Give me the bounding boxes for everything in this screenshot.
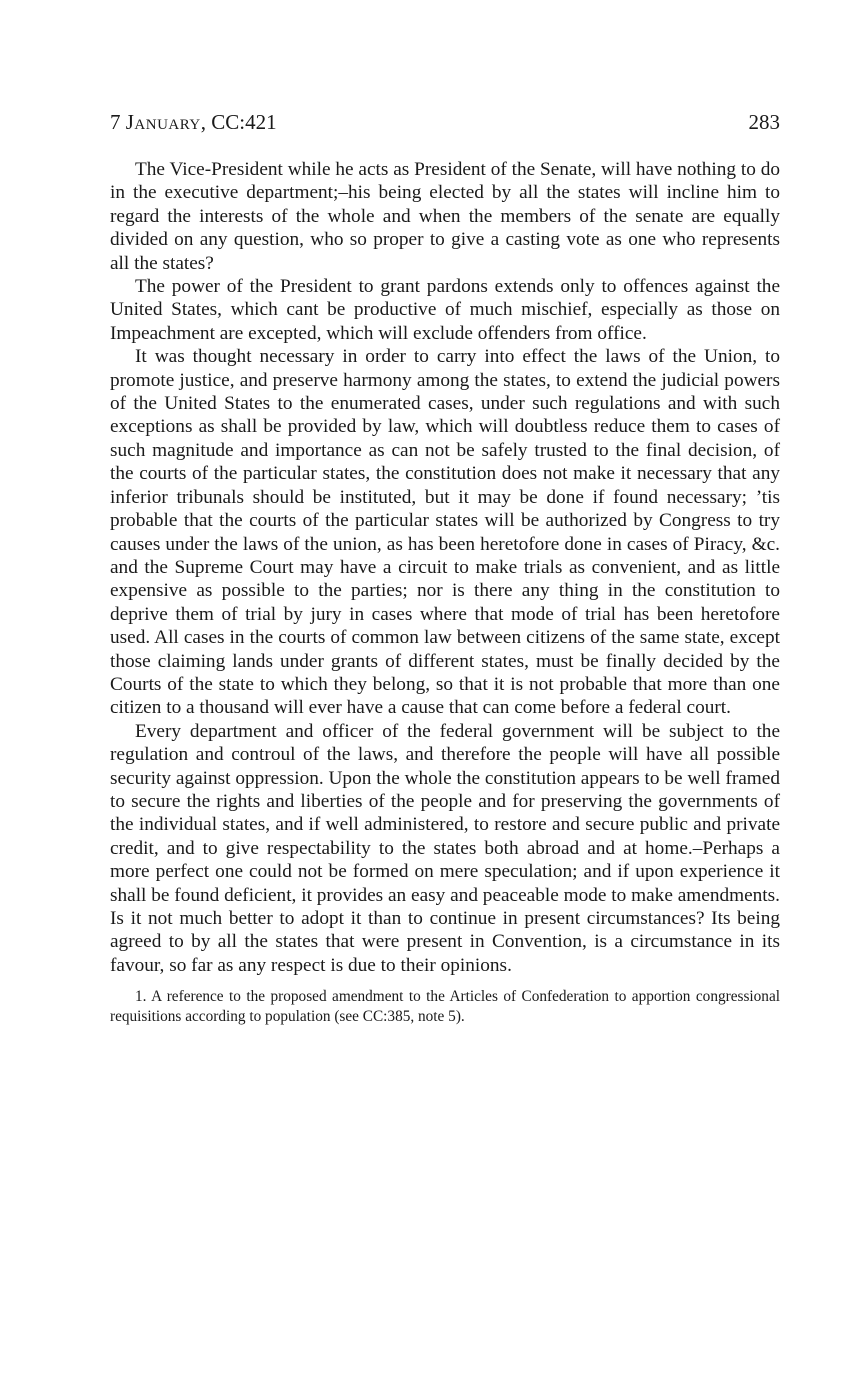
- document-page: [110, 108, 780, 1043]
- paragraph: It was thought necessary in order to carry into effect the laws of the Union, to promote justice, and preserve harmony among the states, to extend the judicial powers of the United States to the enumerated cases, under such regulations and with such exceptions as shall be provided by law, which will doubtless reduce them to cases of such magnitude and importance as can not be safely trusted to the final decision, of the courts of the particular states, the constitution does not make it necessary that any inferior tribunals should be instituted, but it may be done if found necessary; ’tis probable that the courts of the particular states will be authorized by Congress to try causes under the laws of the union, as has been heretofore done in cases of Piracy, &c. and the Supreme Court may have a circuit to make trials as convenient, and as little expensive as possible to the parties; nor is there any thing in the constitution to deprive them of trial by jury in cases where that mode of trial has been heretofore used. All cases in the courts of common law between citizens of the same state, except those claiming lands under grants of different states, must be finally decided by the Courts of the state to which they belong, so that it is not probable that more than one citizen to a thousand will ever have a cause that can come before a federal court.: [110, 346, 780, 719]
- paragraph: The power of the President to grant pardons extends only to offences against the United States, which cant be productive of much mischief, especially as those on Impeachment are excepted, which will exclude offenders from office.: [110, 276, 780, 344]
- paragraph: Every department and officer of the federal government will be subject to the regulation and controul of the laws, and therefore the people will have all possible security against oppression. Upon the whole the constitution appears to be well framed to secure the rights and liberties of the people and for preserving the governments of the individual states, and if well administered, to restore and secure public and private credit, and to give respectability to the states both abroad and at home.–Perhaps a more perfect one could not be formed on mere speculation; and if upon experience it shall be found deficient, it provides an easy and peaceable mode to make amendments. Is it not much better to adopt it than to continue in present circumstances? Its being agreed to by all the states that were present in Convention, is a circumstance in its favour, so far as any respect is due to their opinions.: [110, 720, 780, 976]
- date-month: January: [125, 110, 201, 134]
- running-head: [110, 108, 780, 136]
- document-reference: , CC:421: [200, 110, 277, 134]
- paragraph: The Vice-President while he acts as President of the Senate, will have nothing to do in the executive department;–his being elected by all the states will incline him to regard the interests of the whole and when the members of the senate are equally divided on any question, who so proper to give a casting vote as one who represents all the states?: [110, 159, 780, 274]
- footnote: 1. A reference to the proposed amendment to the Articles of Confederation to apportion congressional requisitions according to population (see CC:385, note 5).: [110, 988, 780, 1026]
- date-prefix: 7: [110, 110, 126, 134]
- page-number: 283: [748, 110, 780, 134]
- running-head-left: [110, 108, 277, 136]
- body-text: [110, 158, 780, 977]
